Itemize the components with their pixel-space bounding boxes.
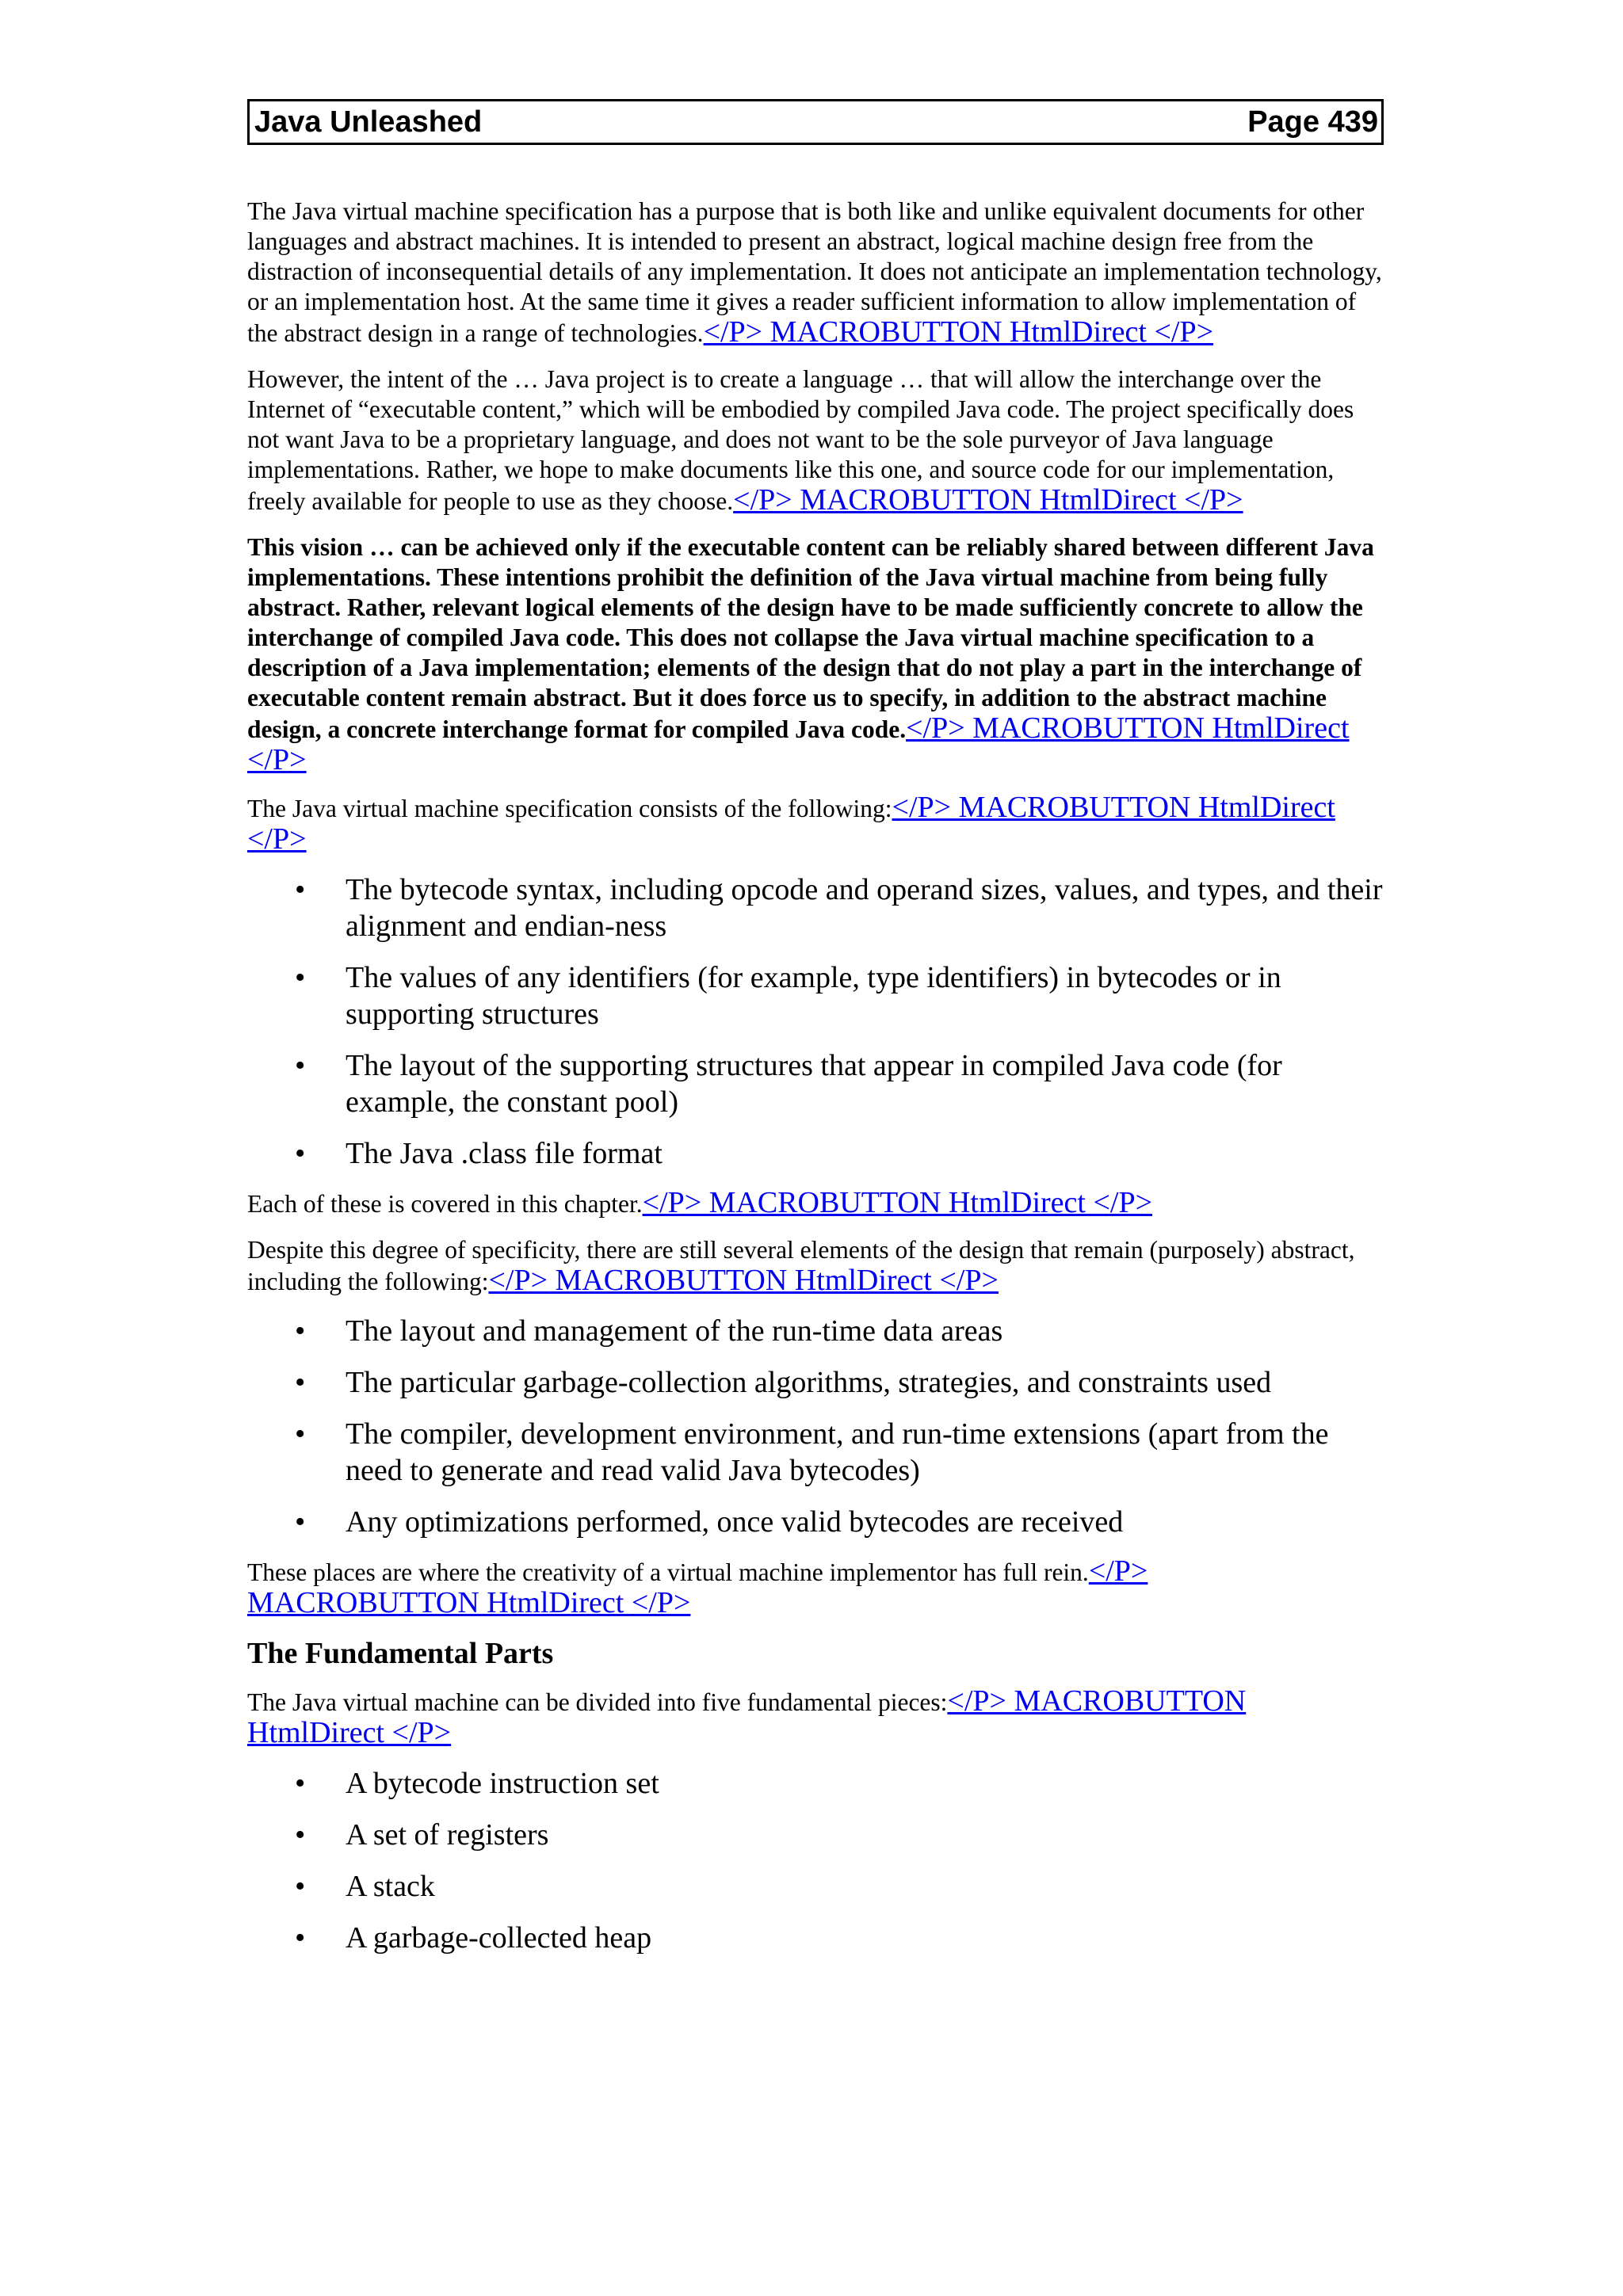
bullet-icon: • — [295, 1767, 306, 1800]
bullet-icon: • — [295, 1870, 306, 1903]
list-item: • A garbage-collected heap — [295, 1921, 652, 1955]
paragraph — [247, 792, 1385, 856]
list-item: • The layout of the supporting structures that appear in compiled Java code (for example, the constant pool) — [295, 1049, 1282, 1119]
list-item: • A stack — [295, 1870, 435, 1903]
page-header — [247, 99, 1384, 145]
bullet-icon: • — [295, 1818, 306, 1852]
list-item: • The values of any identifiers (for example, type identifiers) in bytecodes or in supporting structures — [295, 961, 1281, 1031]
paragraph — [247, 364, 1385, 517]
macrobutton-link[interactable]: </P> MACROBUTTON HtmlDirect </P> — [703, 315, 1214, 349]
macrobutton-link[interactable]: </P> MACROBUTTON HtmlDirect </P> — [642, 1186, 1153, 1219]
bullet-icon: • — [295, 1366, 306, 1399]
paragraph-text: Each of these is covered in this chapter. — [247, 1190, 643, 1218]
macrobutton-link[interactable]: </P> MACROBUTTON HtmlDirect </P> — [247, 1684, 1247, 1749]
list-item: • A set of registers — [295, 1818, 549, 1852]
paragraph-text: These places are where the creativity of a virtual machine implementor has full rein. — [247, 1558, 1089, 1586]
list-item: • A bytecode instruction set — [295, 1767, 659, 1800]
list-item: • The bytecode syntax, including opcode and operand sizes, values, and types, and their alignment and endian-ness — [295, 873, 1383, 943]
bullet-icon: • — [295, 1505, 306, 1539]
paragraph — [247, 1188, 1385, 1219]
paragraph-text: Despite this degree of specificity, there are still several elements of the design that remain (purposely) abstract, including the following: — [247, 1236, 1355, 1295]
list-item: • The Java .class file format — [295, 1137, 663, 1170]
spec-contents-list — [247, 871, 1385, 1172]
paragraph — [247, 1556, 1385, 1619]
macrobutton-link[interactable]: </P> MACROBUTTON HtmlDirect </P> — [247, 711, 1350, 776]
paragraph-text: The Java virtual machine specification consists of the following: — [247, 795, 892, 822]
bullet-icon: • — [295, 1314, 306, 1348]
paragraph-text: The Java virtual machine specification has a purpose that is both like and unlike equivalent documents for other languages and abstract machines. It is intended to present an abstract, logical machine design free from the distraction of inconsequential details of any implementation. It does not anticipate an implementation technology, or an implementation host. At the same time it gives a reader sufficient information to allow implementation of the abstract design in a range of technologies. — [247, 197, 1382, 347]
macrobutton-link[interactable]: </P> MACROBUTTON HtmlDirect </P> — [488, 1264, 999, 1297]
paragraph-text: This vision … can be achieved only if the executable content can be reliably shared between different Java implementations. These intentions prohibit the definition of the Java virtual machine from being fully abstract. Rather, relevant logical elements of the design have to be made sufficiently concrete to allow the interchange of compiled Java code. This does not collapse the Java virtual machine specification to a description of a Java implementation; elements of the design that do not play a part in the interchange of executable content remain abstract. But it does force us to specify, in addition to the abstract machine design, a concrete interchange format for compiled Java code. — [247, 533, 1374, 743]
paragraph — [247, 1235, 1385, 1297]
bullet-icon: • — [295, 1137, 306, 1170]
bullet-icon: • — [295, 1921, 306, 1955]
list-item: • The particular garbage-collection algorithms, strategies, and constraints used — [295, 1366, 1272, 1399]
bullet-icon: • — [295, 961, 306, 994]
fundamental-parts-list — [247, 1765, 1385, 1956]
bold-paragraph — [247, 532, 1385, 776]
macrobutton-link[interactable]: </P> MACROBUTTON HtmlDirect </P> — [733, 483, 1243, 517]
list-item: • Any optimizations performed, once valid bytecodes are received — [295, 1505, 1124, 1539]
list-item: • The layout and management of the run-time data areas — [295, 1314, 1003, 1348]
bullet-icon: • — [295, 1049, 306, 1082]
bullet-icon: • — [295, 873, 306, 906]
macrobutton-link[interactable]: </P> MACROBUTTON HtmlDirect </P> — [247, 791, 1335, 856]
book-title: Java Unleashed — [254, 105, 483, 139]
page-content — [247, 196, 1385, 1972]
paragraph — [247, 1686, 1385, 1749]
page-number: Page 439 — [1247, 105, 1378, 139]
paragraph — [247, 196, 1385, 349]
paragraph-text: The Java virtual machine can be divided into five fundamental pieces: — [247, 1688, 948, 1716]
macrobutton-link[interactable]: </P> MACROBUTTON HtmlDirect </P> — [247, 1554, 1148, 1619]
bullet-icon: • — [295, 1417, 306, 1451]
list-item: • The compiler, development environment, and run-time extensions (apart from the need to generate and read valid Java bytecodes) — [295, 1417, 1329, 1487]
abstract-elements-list — [247, 1313, 1385, 1540]
paragraph-text: However, the intent of the … Java project is to create a language … that will allow the interchange over the Internet of “executable content,” which will be embodied by compiled Java code. The project specifically does not want Java to be a proprietary language, and does not want to be the sole purveyor of Java language implementations. Rather, we hope to make documents like this one, and source code for our implementation, freely available for people to use as they choose. — [247, 365, 1354, 515]
section-heading: The Fundamental Parts — [247, 1637, 554, 1670]
